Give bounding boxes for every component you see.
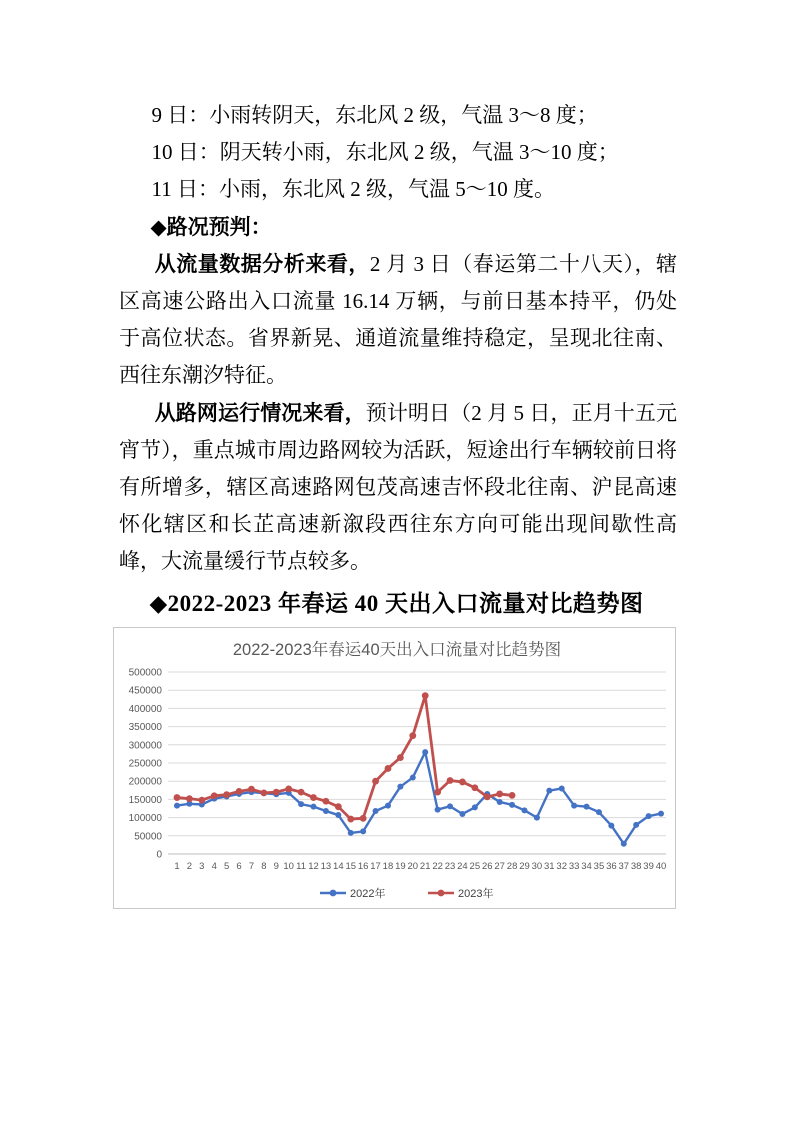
x-tick-label: 6 bbox=[236, 861, 242, 872]
data-point-marker bbox=[596, 809, 602, 815]
x-tick-label: 1 bbox=[174, 861, 180, 872]
x-tick-label: 31 bbox=[544, 861, 555, 872]
data-point-marker bbox=[310, 794, 317, 801]
data-point-marker bbox=[571, 803, 577, 809]
x-tick-label: 3 bbox=[199, 861, 205, 872]
y-tick-label: 400000 bbox=[128, 703, 162, 715]
data-point-marker bbox=[360, 815, 367, 822]
x-tick-label: 38 bbox=[630, 861, 642, 872]
data-point-marker bbox=[385, 765, 392, 772]
data-point-marker bbox=[459, 811, 465, 817]
weather-line-day9: 9 日：小雨转阴天，东北风 2 级，气温 3～8 度； bbox=[151, 103, 598, 127]
data-point-marker bbox=[534, 815, 540, 821]
data-point-marker bbox=[409, 732, 416, 739]
data-point-marker bbox=[447, 777, 454, 784]
weather-line-day10: 10 日：阴天转小雨，东北风 2 级，气温 3～10 度； bbox=[151, 140, 619, 165]
y-tick-label: 350000 bbox=[128, 722, 162, 734]
x-tick-label: 19 bbox=[395, 861, 406, 872]
x-tick-label: 30 bbox=[531, 861, 543, 872]
data-point-marker bbox=[621, 841, 627, 847]
x-tick-label: 20 bbox=[407, 861, 419, 872]
y-tick-label: 450000 bbox=[128, 685, 162, 697]
x-tick-label: 8 bbox=[261, 861, 267, 872]
x-tick-label: 18 bbox=[382, 861, 394, 872]
trend-chart bbox=[113, 627, 676, 909]
data-point-marker bbox=[496, 791, 503, 798]
y-tick-label: 200000 bbox=[128, 776, 162, 788]
y-tick-label: 100000 bbox=[128, 813, 162, 825]
data-point-marker bbox=[273, 789, 280, 796]
x-tick-label: 36 bbox=[606, 861, 617, 872]
data-point-marker bbox=[422, 749, 428, 755]
data-point-marker bbox=[447, 803, 453, 809]
legend-marker bbox=[330, 890, 337, 897]
paragraph-traffic-data-lead: 从流量数据分析来看， bbox=[154, 251, 370, 276]
data-point-marker bbox=[323, 798, 330, 805]
data-point-marker bbox=[335, 803, 342, 810]
x-tick-label: 2 bbox=[186, 861, 193, 872]
data-point-marker bbox=[422, 692, 429, 699]
data-point-marker bbox=[223, 791, 230, 798]
data-point-marker bbox=[584, 804, 590, 810]
x-tick-label: 34 bbox=[581, 861, 592, 872]
data-point-marker bbox=[459, 779, 466, 786]
x-tick-label: 15 bbox=[345, 861, 357, 872]
data-point-marker bbox=[497, 799, 503, 805]
legend-label: 2023年 bbox=[458, 888, 494, 900]
paragraph-traffic-data bbox=[119, 246, 677, 395]
data-point-marker bbox=[385, 803, 391, 809]
x-tick-label: 32 bbox=[556, 861, 568, 872]
data-point-marker bbox=[633, 822, 639, 828]
legend-label: 2022年 bbox=[350, 888, 386, 900]
y-tick-label: 0 bbox=[156, 849, 162, 861]
x-tick-label: 17 bbox=[370, 861, 381, 872]
trend-chart-svg bbox=[114, 628, 675, 908]
paragraph-network-status-lead: 从路网运行情况来看， bbox=[154, 400, 366, 425]
data-point-marker bbox=[186, 795, 193, 802]
data-point-marker bbox=[174, 794, 181, 801]
x-tick-label: 16 bbox=[357, 861, 369, 872]
data-point-marker bbox=[484, 793, 491, 800]
legend-item-2023年 bbox=[428, 886, 493, 900]
data-point-marker bbox=[335, 812, 341, 818]
chart-title: 2022-2023年春运40天出入口流量对比趋势图 bbox=[232, 641, 562, 659]
y-tick-label: 500000 bbox=[128, 667, 162, 679]
data-point-marker bbox=[397, 784, 403, 790]
data-point-marker bbox=[546, 788, 552, 794]
data-point-marker bbox=[311, 804, 317, 810]
data-point-marker bbox=[347, 816, 354, 823]
x-tick-label: 35 bbox=[593, 861, 605, 872]
data-point-marker bbox=[559, 785, 565, 791]
paragraph-network-status bbox=[119, 395, 677, 581]
paragraph-network-status-body: 预计明日（2 月 5 日，正月十五元宵节），重点城市周边路网较为活跃，短途出行车辆较前日将有所增多，辖区高速路网包茂高速吉怀段北往南、沪昆高速怀化辖区和长芷高速新溆段西往东方向可能出现间歇性高峰，大流量缓行节点较多。 bbox=[119, 400, 678, 574]
series-2023年 bbox=[174, 692, 516, 822]
y-tick-label: 50000 bbox=[134, 831, 162, 843]
x-tick-label: 22 bbox=[432, 861, 443, 872]
data-point-marker bbox=[509, 802, 515, 808]
x-tick-label: 28 bbox=[506, 861, 518, 872]
data-point-marker bbox=[435, 807, 441, 813]
legend-marker bbox=[438, 890, 445, 897]
data-point-marker bbox=[472, 804, 478, 810]
data-point-marker bbox=[608, 823, 614, 829]
y-tick-label: 150000 bbox=[128, 794, 162, 806]
x-tick-label: 26 bbox=[481, 861, 493, 872]
data-point-marker bbox=[471, 784, 478, 791]
legend-item-2022年 bbox=[320, 886, 385, 900]
data-point-marker bbox=[211, 792, 218, 799]
y-tick-label: 250000 bbox=[128, 758, 162, 770]
data-point-marker bbox=[521, 807, 527, 813]
data-point-marker bbox=[285, 785, 292, 792]
x-tick-label: 23 bbox=[444, 861, 456, 872]
x-tick-label: 25 bbox=[469, 861, 481, 872]
x-tick-label: 10 bbox=[283, 861, 294, 872]
data-point-marker bbox=[298, 801, 304, 807]
body-text bbox=[119, 97, 677, 581]
chart-heading: ◆2022-2023 年春运 40 天出入口流量对比趋势图 bbox=[149, 591, 644, 616]
x-tick-label: 21 bbox=[419, 861, 431, 872]
data-point-marker bbox=[646, 813, 652, 819]
x-tick-label: 13 bbox=[320, 861, 332, 872]
x-tick-label: 9 bbox=[273, 861, 279, 872]
data-point-marker bbox=[348, 830, 354, 836]
x-tick-label: 37 bbox=[618, 861, 630, 872]
x-tick-label: 4 bbox=[211, 861, 217, 872]
series-line bbox=[177, 696, 512, 819]
x-tick-label: 29 bbox=[519, 861, 530, 872]
data-point-marker bbox=[658, 811, 664, 817]
weather-line-day11: 11 日：小雨，东北风 2 级，气温 5～10 度。 bbox=[151, 177, 556, 202]
data-point-marker bbox=[236, 788, 243, 795]
x-tick-label: 11 bbox=[296, 861, 307, 872]
x-tick-label: 12 bbox=[308, 861, 319, 872]
x-tick-label: 7 bbox=[248, 861, 255, 872]
data-point-marker bbox=[373, 808, 379, 814]
data-point-marker bbox=[174, 803, 180, 809]
x-tick-label: 40 bbox=[655, 861, 667, 872]
x-tick-label: 24 bbox=[457, 861, 468, 872]
paragraph-traffic-data-body: 2 月 3 日（春运第二十八天），辖区高速公路出入口流量 16.14 万辆，与前日基本持平，仍处于高位状态。省界新晃、通道流量维持稳定，呈现北往南、西往东潮汐特征。 bbox=[119, 251, 678, 388]
data-point-marker bbox=[248, 786, 255, 793]
x-tick-label: 14 bbox=[333, 861, 344, 872]
x-tick-label: 27 bbox=[494, 861, 505, 872]
x-tick-label: 33 bbox=[568, 861, 580, 872]
data-point-marker bbox=[360, 828, 366, 834]
data-point-marker bbox=[410, 775, 416, 781]
data-point-marker bbox=[509, 792, 516, 799]
data-point-marker bbox=[298, 789, 305, 796]
x-tick-label: 5 bbox=[223, 861, 230, 872]
data-point-marker bbox=[372, 778, 379, 785]
data-point-marker bbox=[198, 797, 205, 804]
series-line bbox=[177, 752, 661, 844]
data-point-marker bbox=[434, 789, 441, 796]
data-point-marker bbox=[323, 808, 329, 814]
data-point-marker bbox=[397, 754, 404, 761]
x-tick-label: 39 bbox=[643, 861, 654, 872]
data-point-marker bbox=[260, 789, 267, 796]
series-2022年 bbox=[174, 749, 664, 847]
section-heading-road-forecast: ◆路况预判： bbox=[150, 214, 272, 239]
y-tick-label: 300000 bbox=[128, 740, 162, 752]
